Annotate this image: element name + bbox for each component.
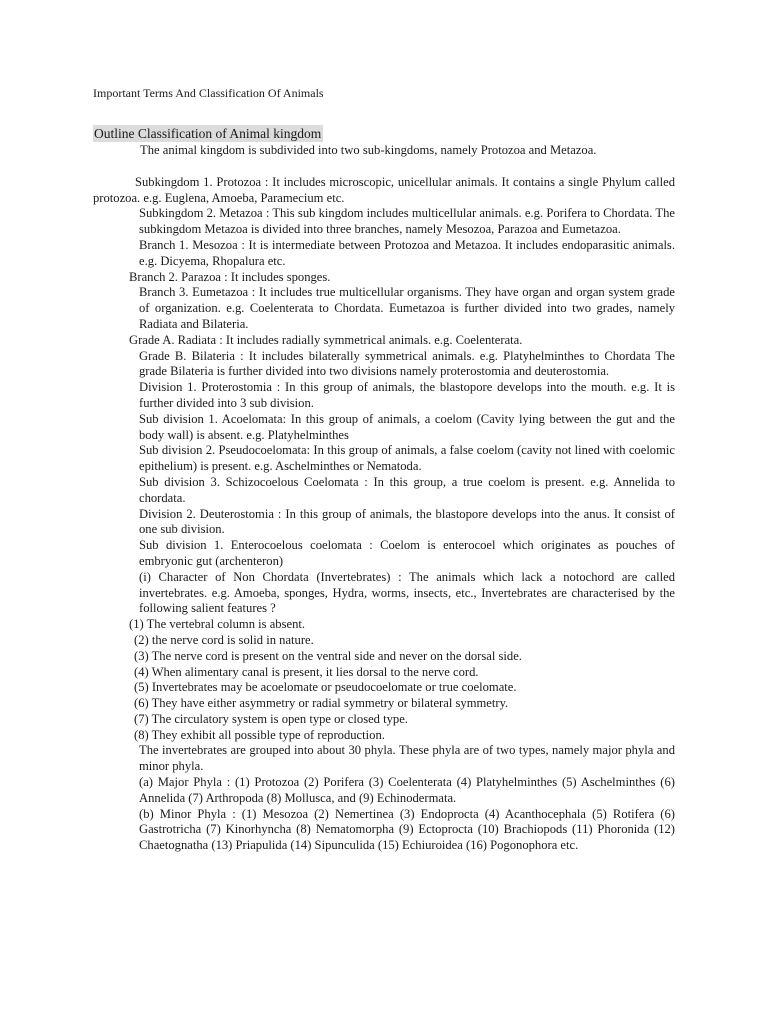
- feature-item-5: (5) Invertebrates may be acoelomate or pseudocoelomate or true coelomate.: [134, 680, 517, 695]
- paragraph-grade-bilateria: Grade B. Bilateria : It includes bilaterally symmetrical animals. e.g. Platyhelminthes to Chordata The grade Bilateria is further divided into two divisions namely proterostomia and deuterostomia.: [139, 348, 675, 379]
- paragraph-division-proterostomia: Division 1. Proterostomia : In this group of animals, the blastopore develops into the mouth. e.g. It is further divided into 3 sub division.: [139, 380, 675, 410]
- section-heading: Outline Classification of Animal kingdom: [94, 126, 322, 141]
- feature-item-8: (8) They exhibit all possible type of reproduction.: [134, 727, 385, 742]
- paragraph-major-phyla: (a) Major Phyla : (1) Protozoa (2) Porifera (3) Coelenterata (4) Platyhelminthes (5) Aschelminthes (6) Annelida (7) Arthropoda (8) Mollusca, and (9) Echinodermata.: [139, 775, 675, 805]
- paragraph-division-deuterostomia: Division 2. Deuterostomia : In this group of animals, the blastopore develops into the anus. It consist of one sub division.: [139, 506, 675, 537]
- feature-item-7: (7) The circulatory system is open type or closed type.: [134, 711, 408, 726]
- paragraph-subkingdom-protozoa: Subkingdom 1. Protozoa : It includes microscopic, unicellular animals. It contains a single Phylum called protozoa. e.g. Euglena, Amoeba, Paramecium etc.: [93, 174, 675, 205]
- document-body: [93, 143, 675, 854]
- feature-item-3: (3) The nerve cord is present on the ventral side and never on the dorsal side.: [134, 648, 522, 663]
- paragraph-non-chordata: (i) Character of Non Chordata (Invertebrates) : The animals which lack a notochord are called invertebrates. e.g. Amoeba, sponges, Hydra, worms, insects, etc., Invertebrates are characterised by the following salient features ?: [139, 569, 675, 616]
- document-title: Important Terms And Classification Of Animals: [93, 86, 324, 100]
- paragraph-acoelomata: Sub division 1. Acoelomata: In this group of animals, a coelom (Cavity lying between the gut and the body wall) is absent. e.g. Platyhelminthes: [139, 411, 675, 442]
- feature-item-4: (4) When alimentary canal is present, it lies dorsal to the nerve cord.: [134, 664, 479, 679]
- paragraph-pseudocoelomata: Sub division 2. Pseudocoelomata: In this group of animals, a false coelom (cavity not lined with coelomic epithelium) is present. e.g. Aschelminthes or Nematoda.: [139, 443, 675, 474]
- paragraph-branch-parazoa: Branch 2. Parazoa : It includes sponges.: [129, 269, 331, 284]
- paragraph-schizocoelous: Sub division 3. Schizocoelous Coelomata : In this group, a true coelom is present. e.g. Annelida to chordata.: [139, 474, 675, 505]
- paragraph-phyla-grouping: The invertebrates are grouped into about 30 phyla. These phyla are of two types, namely major phyla and minor phyla.: [139, 743, 675, 774]
- feature-item-2: (2) the nerve cord is solid in nature.: [134, 632, 314, 647]
- paragraph-enterocoelous: Sub division 1. Enterocoelous coelomata : Coelom is enterocoel which originates as pouches of embryonic gut (archenteron): [139, 538, 675, 568]
- paragraph-grade-radiata: Grade A. Radiata : It includes radially symmetrical animals. e.g. Coelenterata.: [129, 332, 523, 347]
- feature-item-1: (1) The vertebral column is absent.: [129, 617, 306, 632]
- paragraph-subkingdom-metazoa: Subkingdom 2. Metazoa : This sub kingdom includes multicellular animals. e.g. Porifera to Chordata. The subkingdom Metazoa is divided into three branches, namely Mesozoa, Parazoa and Eumetazoa.: [139, 206, 675, 237]
- feature-item-6: (6) They have either asymmetry or radial symmetry or bilateral symmetry.: [134, 696, 509, 711]
- paragraph-minor-phyla: (b) Minor Phyla : (1) Mesozoa (2) Nemertinea (3) Endoprocta (4) Acanthocephala (5) Rotifera (6) Gastrotricha (7) Kinorhyncha (8) Nematomorpha (9) Ectoprocta (10) Brachiopods (11) Phoronida (12) Chaetognatha (13) Priapulida (14) Sipunculida (15) Echiuroidea (16) Pogonophora etc.: [139, 806, 675, 853]
- paragraph-branch-eumetazoa: Branch 3. Eumetazoa : It includes true multicellular organisms. They have organ and organ system grade of organization. e.g. Coelenterata to Chordata. Eumetazoa is further divided into two grades, namely Radiata and Bilateria.: [139, 285, 675, 331]
- paragraph-branch-mesozoa: Branch 1. Mesozoa : It is intermediate between Protozoa and Metazoa. It includes endoparasitic animals. e.g. Dicyema, Rhopalura etc.: [139, 237, 675, 268]
- intro-paragraph: The animal kingdom is subdivided into two sub-kingdoms, namely Protozoa and Metazoa.: [140, 143, 597, 157]
